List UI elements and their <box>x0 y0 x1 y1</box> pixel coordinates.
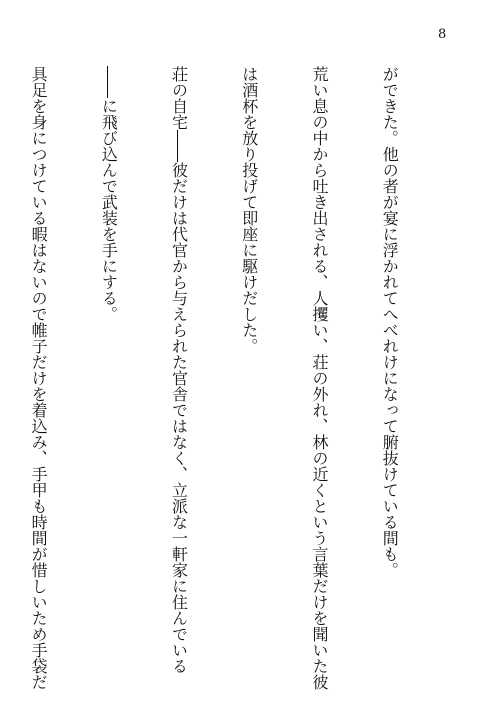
text-line: 具足を身につけている暇はないので帷子だけを着込み、手甲も時間が惜しいため手袋だ <box>29 66 49 690</box>
text-line: ができた。他の者が宴に浮かれてへべれけになって腑抜けている間も。 <box>380 66 400 578</box>
text-line: 荒い息の中から吐き出される、人攫い、荘の外れ、林の近くという言葉だけを聞いた彼 <box>309 66 329 690</box>
text-line: 荘の自宅――彼だけは代官から与えられた官舎ではなく、立派な一軒家に住んでいる <box>169 66 189 674</box>
text-line: ――に飛び込んで武装を手にする。 <box>99 66 119 322</box>
body-text <box>0 66 448 690</box>
text-line: は酒杯を放り投げて即座に駆けだした。 <box>239 66 259 354</box>
page-number: 8 <box>438 27 447 42</box>
